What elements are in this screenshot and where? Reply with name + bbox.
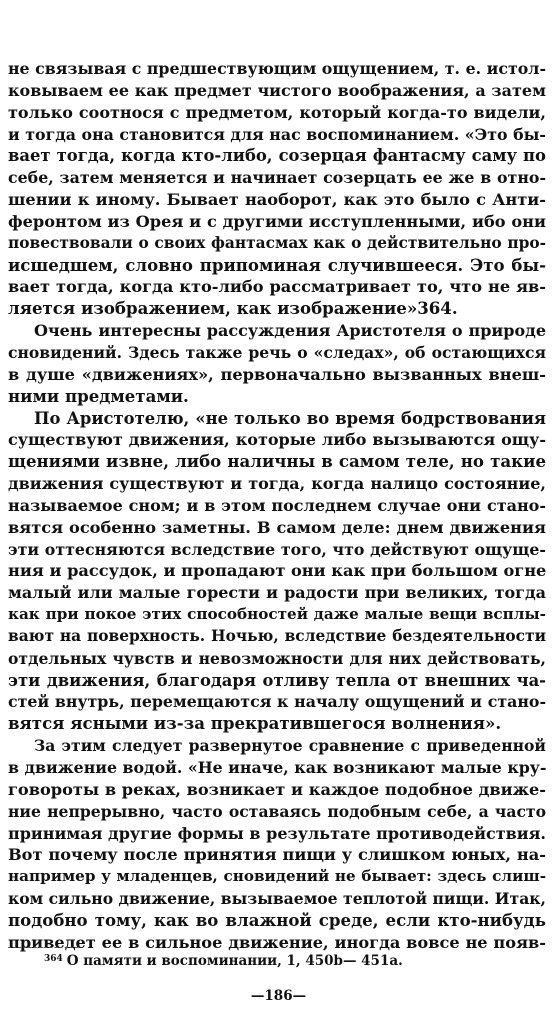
text-line: вает тогда, когда кто-либо рассматривает то, что не яв- [8,277,546,297]
text-line: повествовали о своих фантасмах как о действительно про- [8,233,546,252]
text-line: говороты в реках, возникает и каждое подобное движе- [8,779,546,799]
text-line: в душе «движениях», первоначально вызванных внеш- [8,364,546,384]
text-line: ние непрерывно, часто оставаясь подобным себе, а часто [8,801,546,821]
text-line: только соотнося с предметом, который когда-то видели, [8,102,546,122]
text-line: ковываем ее как предмет чистого воображения, а затем [8,80,546,100]
footnote-text: О памяти и воспоминании, 1, 450b— 451a. [66,953,403,969]
text-line: вают на поверхность. Ночью, вследствие бездеятельности [8,626,546,645]
footnote-divider [8,947,78,948]
footnote-marker: 364 [44,954,63,964]
text-line: отдельных чувств и невозможности для них действовать, [8,648,546,668]
paragraph-start-line: По Аристотелю, «не только во время бодрствования [34,408,546,428]
text-line: вятся ясными из-за прекратившегося волнения». [8,713,502,734]
paragraph-start-line: Очень интересны рассуждения Аристотеля о природе [34,321,546,341]
paragraph-start-line: За этим следует развернутое сравнение с приведенной [34,736,546,756]
text-line: сновидений. Здесь также речь о «следах», об остающихся [8,342,546,362]
text-line: ком сильно движение, вызываемое теплотой пищи. Итак, [8,889,546,909]
text-line: не связывая с предшествующим ощущением, т. е. истол- [8,59,546,78]
text-line: исшедшем, словно припоминая случившееся. Это бы- [8,254,546,275]
text-line: вает тогда, когда кто-либо, созерцая фантасму саму по [8,146,546,166]
text-line: и тогда она становится для нас воспоминанием. «Это бы- [8,124,546,144]
text-line: щениями извне, либо наличны в самом теле, но такие [8,451,546,472]
text-line: вятся особенно заметны. В самом деле: днем движения [8,517,546,537]
text-line: движения существуют и тогда, когда налицо состояние, [8,474,546,494]
text-line: ния и рассудок, и пропадают они как при большом огне [8,561,547,581]
text-line: феронтом из Орея и с другими исступленными, ибо они [8,211,546,231]
text-line: эти движения, благодаря отливу тепла от внешних ча- [8,670,546,690]
text-line: стей внутрь, перемещаются к началу ощущений и стано- [8,692,546,712]
text-line: существуют движения, которые либо вызываются ощу- [8,430,546,450]
text-line: называемое сном; и в этом последнем случае они стано- [8,495,546,515]
text-line: Вот почему после принятия пищи у слишком юных, на- [8,845,546,865]
text-line: например у младенцев, сновидений не бывает: здесь слиш- [8,867,546,886]
text-line: шении к иному. Бывает наоборот, как это было с Анти- [8,190,546,210]
text-line: подобно тому, как во влажной среде, если кто-нибудь [8,909,546,930]
text-line: малый или малые горести и радости при великих, тогда [8,583,546,603]
text-line: в движение водой. «Не иначе, как возникают малые кру- [8,758,547,777]
text-line: как при покое этих способностей даже малые вещи всплы- [8,605,546,624]
text-line: ними предметами. [8,385,189,406]
page-number: —186— [250,988,307,1004]
text-line: приведет ее в сильное движение, иногда вовсе не появ- [8,932,546,952]
text-line: ляется изображением, как изображение»364. [8,298,458,319]
text-line: себе, затем меняется и начинает созерцать ее же в отно- [8,168,546,188]
body-text [8,58,546,954]
text-line: принимая другие формы в результате противодействия. [8,823,546,843]
footnote [44,953,403,969]
text-line: эти оттесняются вследствие того, что действуют ощуще- [8,539,546,559]
